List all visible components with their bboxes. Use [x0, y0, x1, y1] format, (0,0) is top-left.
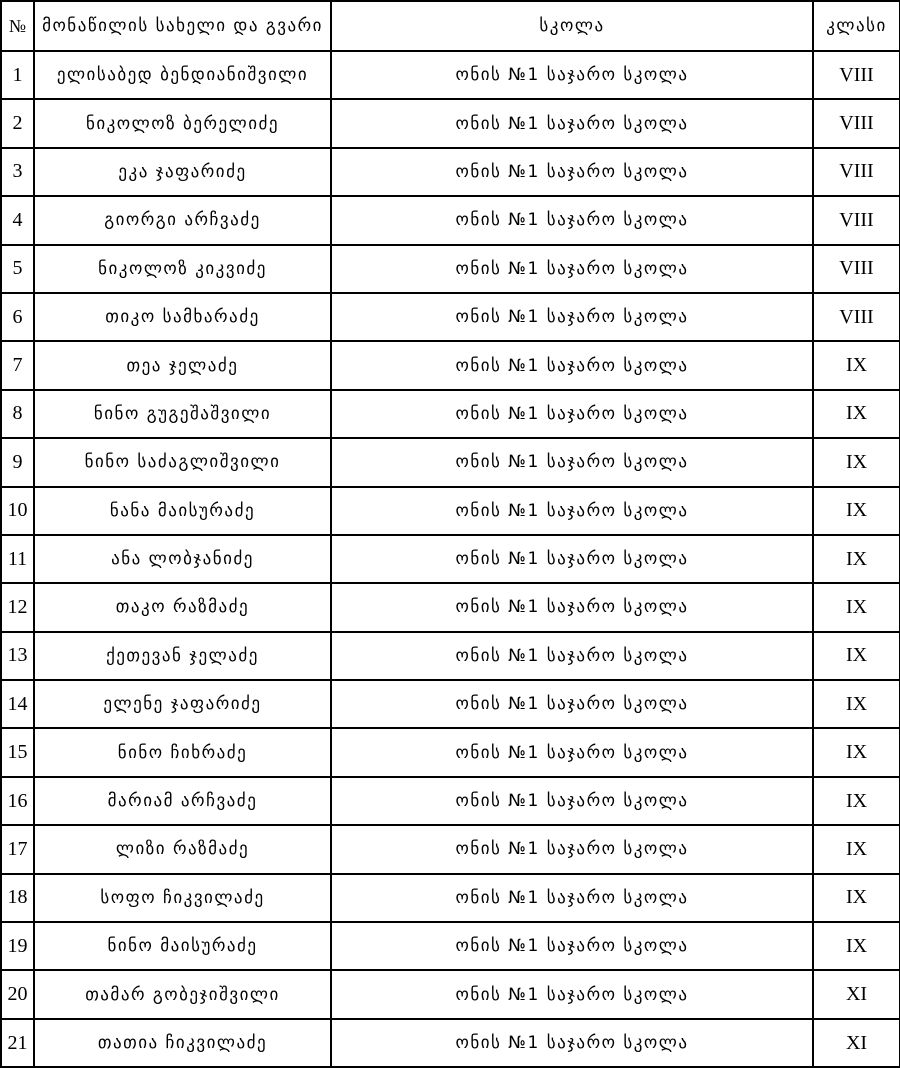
number-cell: 8 — [1, 390, 34, 438]
name-cell: ელისაბედ ბენდიანიშვილი — [34, 51, 331, 99]
table-body — [1, 51, 900, 1067]
school-cell: ონის №1 საჯარო სკოლა — [331, 680, 813, 728]
table-row — [1, 245, 900, 293]
table-row — [1, 680, 900, 728]
school-cell: ონის №1 საჯარო სკოლა — [331, 487, 813, 535]
number-cell: 9 — [1, 438, 34, 486]
name-cell: ნინო მაისურაძე — [34, 922, 331, 970]
grade-cell: VIII — [813, 99, 900, 147]
number-cell: 12 — [1, 583, 34, 631]
school-cell: ონის №1 საჯარო სკოლა — [331, 1019, 813, 1067]
grade-cell: IX — [813, 390, 900, 438]
school-cell: ონის №1 საჯარო სკოლა — [331, 874, 813, 922]
name-cell: ანა ლობჯანიძე — [34, 535, 331, 583]
name-cell: ნანა მაისურაძე — [34, 487, 331, 535]
table-row — [1, 922, 900, 970]
number-cell: 16 — [1, 777, 34, 825]
table-row — [1, 777, 900, 825]
name-cell: მარიამ არჩვაძე — [34, 777, 331, 825]
school-cell: ონის №1 საჯარო სკოლა — [331, 438, 813, 486]
grade-cell: IX — [813, 777, 900, 825]
number-cell: 14 — [1, 680, 34, 728]
header-row — [1, 1, 900, 51]
name-cell: ეკა ჯაფარიძე — [34, 148, 331, 196]
number-cell: 17 — [1, 825, 34, 873]
grade-cell: IX — [813, 438, 900, 486]
table-header — [1, 1, 900, 51]
table-row — [1, 874, 900, 922]
grade-cell: VIII — [813, 245, 900, 293]
name-cell: თაკო რაზმაძე — [34, 583, 331, 631]
grade-cell: VIII — [813, 293, 900, 341]
name-cell: ნინო ჩიხრაძე — [34, 728, 331, 776]
header-number: № — [1, 1, 34, 51]
name-cell: თათია ჩიკვილაძე — [34, 1019, 331, 1067]
school-cell: ონის №1 საჯარო სკოლა — [331, 825, 813, 873]
grade-cell: IX — [813, 825, 900, 873]
number-cell: 1 — [1, 51, 34, 99]
table-row — [1, 293, 900, 341]
grade-cell: IX — [813, 583, 900, 631]
grade-cell: VIII — [813, 148, 900, 196]
number-cell: 11 — [1, 535, 34, 583]
number-cell: 5 — [1, 245, 34, 293]
grade-cell: IX — [813, 874, 900, 922]
school-cell: ონის №1 საჯარო სკოლა — [331, 777, 813, 825]
school-cell: ონის №1 საჯარო სკოლა — [331, 970, 813, 1018]
number-cell: 21 — [1, 1019, 34, 1067]
name-cell: ელენე ჯაფარიძე — [34, 680, 331, 728]
table-row — [1, 583, 900, 631]
school-cell: ონის №1 საჯარო სკოლა — [331, 293, 813, 341]
school-cell: ონის №1 საჯარო სკოლა — [331, 51, 813, 99]
grade-cell: IX — [813, 535, 900, 583]
header-name: მონაწილის სახელი და გვარი — [34, 1, 331, 51]
table-row — [1, 970, 900, 1018]
number-cell: 18 — [1, 874, 34, 922]
name-cell: ქეთევან ჯელაძე — [34, 632, 331, 680]
school-cell: ონის №1 საჯარო სკოლა — [331, 341, 813, 389]
school-cell: ონის №1 საჯარო სკოლა — [331, 583, 813, 631]
school-cell: ონის №1 საჯარო სკოლა — [331, 245, 813, 293]
grade-cell: IX — [813, 728, 900, 776]
grade-cell: XI — [813, 1019, 900, 1067]
number-cell: 10 — [1, 487, 34, 535]
grade-cell: IX — [813, 922, 900, 970]
school-cell: ონის №1 საჯარო სკოლა — [331, 196, 813, 244]
name-cell: ნიკოლოზ ბერელიძე — [34, 99, 331, 147]
table-row — [1, 148, 900, 196]
grade-cell: IX — [813, 341, 900, 389]
table-row — [1, 535, 900, 583]
grade-cell: IX — [813, 487, 900, 535]
grade-cell: IX — [813, 680, 900, 728]
table-row — [1, 728, 900, 776]
name-cell: ნინო საძაგლიშვილი — [34, 438, 331, 486]
table-row — [1, 825, 900, 873]
header-school: სკოლა — [331, 1, 813, 51]
name-cell: ნინო გუგეშაშვილი — [34, 390, 331, 438]
school-cell: ონის №1 საჯარო სკოლა — [331, 728, 813, 776]
name-cell: თიკო სამხარაძე — [34, 293, 331, 341]
school-cell: ონის №1 საჯარო სკოლა — [331, 535, 813, 583]
number-cell: 7 — [1, 341, 34, 389]
table-row — [1, 51, 900, 99]
name-cell: თამარ გობეჯიშვილი — [34, 970, 331, 1018]
table-row — [1, 99, 900, 147]
number-cell: 19 — [1, 922, 34, 970]
name-cell: ლიზი რაზმაძე — [34, 825, 331, 873]
number-cell: 4 — [1, 196, 34, 244]
school-cell: ონის №1 საჯარო სკოლა — [331, 632, 813, 680]
number-cell: 3 — [1, 148, 34, 196]
table-row — [1, 487, 900, 535]
number-cell: 6 — [1, 293, 34, 341]
header-grade: კლასი — [813, 1, 900, 51]
table-row — [1, 196, 900, 244]
table-row — [1, 438, 900, 486]
school-cell: ონის №1 საჯარო სკოლა — [331, 922, 813, 970]
number-cell: 13 — [1, 632, 34, 680]
grade-cell: IX — [813, 632, 900, 680]
grade-cell: VIII — [813, 196, 900, 244]
name-cell: სოფო ჩიკვილაძე — [34, 874, 331, 922]
table-row — [1, 1019, 900, 1067]
number-cell: 15 — [1, 728, 34, 776]
name-cell: თეა ჯელაძე — [34, 341, 331, 389]
number-cell: 20 — [1, 970, 34, 1018]
school-cell: ონის №1 საჯარო სკოლა — [331, 148, 813, 196]
grade-cell: XI — [813, 970, 900, 1018]
table-row — [1, 341, 900, 389]
number-cell: 2 — [1, 99, 34, 147]
name-cell: ნიკოლოზ კიკვიძე — [34, 245, 331, 293]
school-cell: ონის №1 საჯარო სკოლა — [331, 390, 813, 438]
grade-cell: VIII — [813, 51, 900, 99]
table-row — [1, 632, 900, 680]
table-row — [1, 390, 900, 438]
name-cell: გიორგი არჩვაძე — [34, 196, 331, 244]
school-cell: ონის №1 საჯარო სკოლა — [331, 99, 813, 147]
